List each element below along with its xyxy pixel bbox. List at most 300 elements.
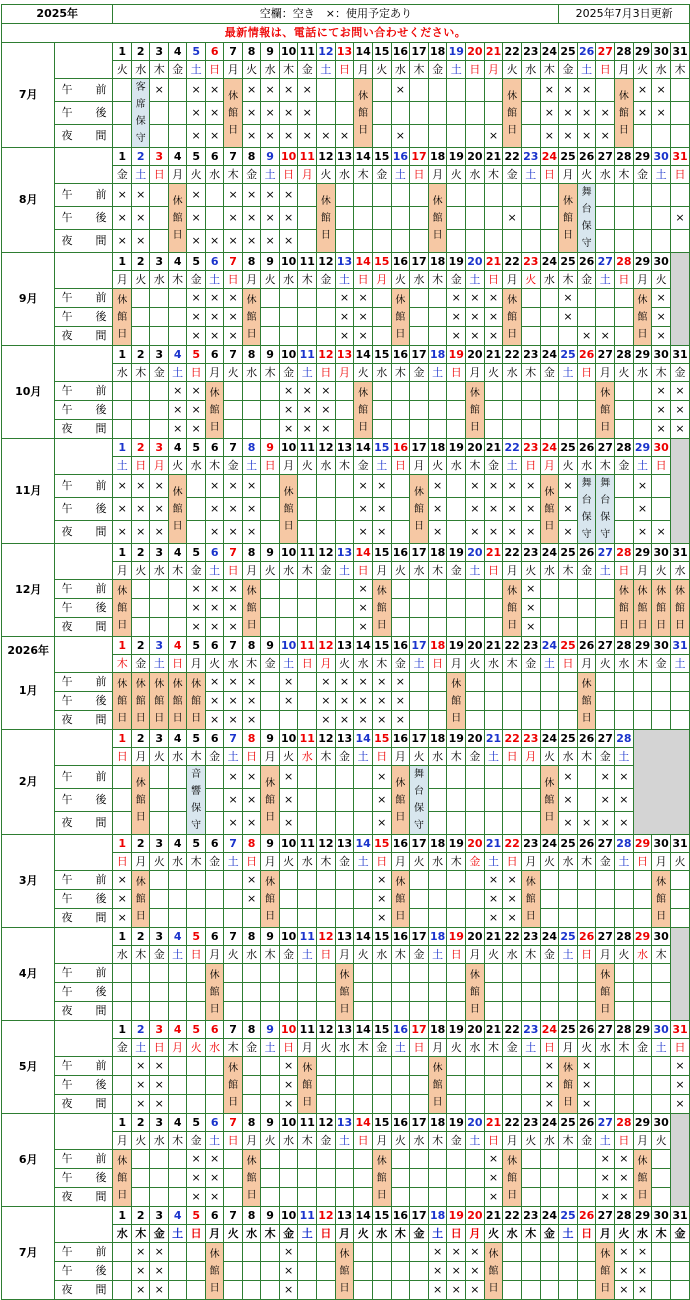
availability-cell[interactable]	[428, 79, 447, 102]
availability-cell[interactable]	[335, 230, 354, 253]
availability-cell[interactable]	[521, 79, 540, 102]
availability-cell[interactable]	[224, 890, 242, 909]
availability-cell[interactable]	[484, 207, 503, 230]
availability-cell[interactable]	[150, 1169, 168, 1188]
availability-cell[interactable]	[391, 382, 410, 401]
availability-cell[interactable]	[447, 125, 466, 148]
availability-cell[interactable]: ×	[261, 230, 279, 253]
availability-cell[interactable]	[150, 184, 168, 207]
availability-cell[interactable]	[261, 964, 279, 983]
availability-cell[interactable]: ×	[279, 184, 298, 207]
availability-cell[interactable]	[168, 983, 186, 1002]
availability-cell[interactable]	[559, 1188, 578, 1207]
availability-cell[interactable]	[372, 964, 391, 983]
availability-cell[interactable]	[242, 401, 260, 420]
availability-cell[interactable]: ×	[279, 102, 298, 125]
availability-cell[interactable]: ×	[279, 673, 298, 692]
availability-cell[interactable]	[503, 711, 522, 730]
availability-cell[interactable]: ×	[484, 909, 503, 928]
availability-cell[interactable]	[596, 308, 615, 327]
availability-cell[interactable]	[279, 1150, 298, 1169]
availability-cell[interactable]	[391, 1262, 410, 1281]
availability-cell[interactable]	[372, 382, 391, 401]
availability-cell[interactable]	[670, 125, 689, 148]
availability-cell[interactable]	[391, 1002, 410, 1021]
availability-cell[interactable]	[131, 580, 149, 599]
availability-cell[interactable]: ×	[205, 498, 223, 521]
availability-cell[interactable]	[242, 964, 260, 983]
availability-cell[interactable]	[298, 964, 317, 983]
availability-cell[interactable]	[317, 79, 336, 102]
availability-cell[interactable]	[131, 983, 149, 1002]
availability-cell[interactable]: ×	[521, 521, 540, 544]
availability-cell[interactable]	[224, 871, 242, 890]
availability-cell[interactable]: ×	[187, 184, 205, 207]
availability-cell[interactable]	[466, 890, 485, 909]
availability-cell[interactable]	[633, 420, 652, 439]
availability-cell[interactable]	[150, 599, 168, 618]
availability-cell[interactable]	[577, 1169, 596, 1188]
availability-cell[interactable]: ×	[187, 327, 205, 346]
availability-cell[interactable]: ×	[596, 327, 615, 346]
availability-cell[interactable]	[559, 673, 578, 692]
availability-cell[interactable]: ×	[242, 673, 260, 692]
availability-cell[interactable]	[261, 420, 279, 439]
availability-cell[interactable]	[224, 909, 242, 928]
availability-cell[interactable]: ×	[131, 1281, 149, 1300]
availability-cell[interactable]	[187, 909, 205, 928]
availability-cell[interactable]: ×	[596, 1188, 615, 1207]
availability-cell[interactable]	[410, 580, 429, 599]
availability-cell[interactable]: ×	[503, 498, 522, 521]
availability-cell[interactable]	[484, 401, 503, 420]
availability-cell[interactable]: ×	[633, 1243, 652, 1262]
availability-cell[interactable]: ×	[150, 475, 168, 498]
availability-cell[interactable]: ×	[150, 1262, 168, 1281]
availability-cell[interactable]	[652, 983, 671, 1002]
availability-cell[interactable]: ×	[224, 812, 242, 835]
availability-cell[interactable]: ×	[205, 521, 223, 544]
availability-cell[interactable]: ×	[279, 1281, 298, 1300]
availability-cell[interactable]	[113, 401, 131, 420]
availability-cell[interactable]	[391, 1243, 410, 1262]
availability-cell[interactable]	[670, 871, 689, 890]
availability-cell[interactable]	[447, 871, 466, 890]
availability-cell[interactable]: ×	[113, 871, 131, 890]
availability-cell[interactable]	[670, 1281, 689, 1300]
availability-cell[interactable]: ×	[150, 1243, 168, 1262]
availability-cell[interactable]	[633, 890, 652, 909]
availability-cell[interactable]	[410, 1281, 429, 1300]
availability-cell[interactable]	[317, 308, 336, 327]
availability-cell[interactable]	[261, 1150, 279, 1169]
availability-cell[interactable]	[335, 789, 354, 812]
availability-cell[interactable]	[428, 1169, 447, 1188]
availability-cell[interactable]	[521, 711, 540, 730]
availability-cell[interactable]	[540, 692, 559, 711]
availability-cell[interactable]	[615, 327, 634, 346]
availability-cell[interactable]: ×	[298, 79, 317, 102]
availability-cell[interactable]	[317, 766, 336, 789]
availability-cell[interactable]	[205, 871, 223, 890]
availability-cell[interactable]	[317, 789, 336, 812]
availability-cell[interactable]	[317, 871, 336, 890]
availability-cell[interactable]: ×	[279, 230, 298, 253]
availability-cell[interactable]: ×	[540, 125, 559, 148]
availability-cell[interactable]: ×	[521, 599, 540, 618]
availability-cell[interactable]	[559, 1281, 578, 1300]
availability-cell[interactable]: ×	[317, 125, 336, 148]
availability-cell[interactable]	[279, 580, 298, 599]
availability-cell[interactable]: ×	[279, 789, 298, 812]
availability-cell[interactable]	[447, 1150, 466, 1169]
availability-cell[interactable]: ×	[652, 289, 671, 308]
availability-cell[interactable]: ×	[205, 711, 223, 730]
availability-cell[interactable]: ×	[372, 909, 391, 928]
availability-cell[interactable]	[466, 230, 485, 253]
availability-cell[interactable]	[503, 184, 522, 207]
availability-cell[interactable]: ×	[242, 79, 260, 102]
availability-cell[interactable]	[261, 498, 279, 521]
availability-cell[interactable]	[205, 1057, 223, 1076]
availability-cell[interactable]: ×	[279, 766, 298, 789]
availability-cell[interactable]: ×	[131, 475, 149, 498]
availability-cell[interactable]	[540, 289, 559, 308]
availability-cell[interactable]: ×	[596, 125, 615, 148]
availability-cell[interactable]	[298, 1243, 317, 1262]
availability-cell[interactable]	[261, 327, 279, 346]
availability-cell[interactable]	[633, 1095, 652, 1114]
availability-cell[interactable]	[559, 382, 578, 401]
availability-cell[interactable]	[261, 580, 279, 599]
availability-cell[interactable]	[168, 1169, 186, 1188]
availability-cell[interactable]: ×	[596, 102, 615, 125]
availability-cell[interactable]	[391, 580, 410, 599]
availability-cell[interactable]: ×	[615, 1243, 634, 1262]
availability-cell[interactable]	[335, 521, 354, 544]
availability-cell[interactable]	[633, 692, 652, 711]
availability-cell[interactable]	[615, 909, 634, 928]
availability-cell[interactable]: ×	[559, 812, 578, 835]
availability-cell[interactable]: ×	[317, 692, 336, 711]
availability-cell[interactable]	[652, 1057, 671, 1076]
availability-cell[interactable]	[261, 1002, 279, 1021]
availability-cell[interactable]	[466, 1188, 485, 1207]
availability-cell[interactable]	[521, 1150, 540, 1169]
availability-cell[interactable]: ×	[559, 102, 578, 125]
availability-cell[interactable]	[559, 420, 578, 439]
availability-cell[interactable]	[410, 964, 429, 983]
availability-cell[interactable]	[577, 1150, 596, 1169]
availability-cell[interactable]	[279, 289, 298, 308]
availability-cell[interactable]: ×	[577, 327, 596, 346]
availability-cell[interactable]	[447, 420, 466, 439]
availability-cell[interactable]	[670, 673, 689, 692]
availability-cell[interactable]: ×	[242, 812, 260, 835]
availability-cell[interactable]	[317, 1281, 336, 1300]
availability-cell[interactable]: ×	[224, 618, 242, 637]
availability-cell[interactable]	[113, 1095, 131, 1114]
availability-cell[interactable]: ×	[113, 909, 131, 928]
availability-cell[interactable]	[577, 308, 596, 327]
availability-cell[interactable]	[354, 1188, 373, 1207]
availability-cell[interactable]	[224, 420, 242, 439]
availability-cell[interactable]	[224, 1262, 242, 1281]
availability-cell[interactable]	[335, 420, 354, 439]
availability-cell[interactable]	[466, 871, 485, 890]
availability-cell[interactable]	[187, 983, 205, 1002]
availability-cell[interactable]	[615, 1002, 634, 1021]
availability-cell[interactable]	[150, 382, 168, 401]
availability-cell[interactable]	[447, 184, 466, 207]
availability-cell[interactable]	[372, 1243, 391, 1262]
availability-cell[interactable]	[335, 79, 354, 102]
availability-cell[interactable]	[410, 184, 429, 207]
availability-cell[interactable]	[335, 207, 354, 230]
availability-cell[interactable]	[447, 618, 466, 637]
availability-cell[interactable]	[187, 871, 205, 890]
availability-cell[interactable]	[615, 692, 634, 711]
availability-cell[interactable]	[317, 1002, 336, 1021]
availability-cell[interactable]	[466, 909, 485, 928]
availability-cell[interactable]: ×	[354, 599, 373, 618]
availability-cell[interactable]	[484, 1095, 503, 1114]
availability-cell[interactable]: ×	[559, 498, 578, 521]
availability-cell[interactable]: ×	[205, 230, 223, 253]
availability-cell[interactable]: ×	[633, 102, 652, 125]
availability-cell[interactable]	[131, 1188, 149, 1207]
availability-cell[interactable]	[168, 909, 186, 928]
availability-cell[interactable]	[261, 673, 279, 692]
availability-cell[interactable]	[521, 420, 540, 439]
availability-cell[interactable]: ×	[187, 401, 205, 420]
availability-cell[interactable]	[224, 1188, 242, 1207]
availability-cell[interactable]	[279, 964, 298, 983]
availability-cell[interactable]	[261, 1076, 279, 1095]
availability-cell[interactable]: ×	[131, 184, 149, 207]
availability-cell[interactable]: ×	[205, 1150, 223, 1169]
availability-cell[interactable]	[372, 184, 391, 207]
availability-cell[interactable]: ×	[187, 382, 205, 401]
availability-cell[interactable]	[615, 673, 634, 692]
availability-cell[interactable]: ×	[577, 1057, 596, 1076]
availability-cell[interactable]: ×	[317, 711, 336, 730]
availability-cell[interactable]	[596, 207, 615, 230]
availability-cell[interactable]	[615, 1095, 634, 1114]
availability-cell[interactable]: ×	[279, 207, 298, 230]
availability-cell[interactable]: ×	[168, 420, 186, 439]
availability-cell[interactable]	[559, 983, 578, 1002]
availability-cell[interactable]	[670, 79, 689, 102]
availability-cell[interactable]	[484, 692, 503, 711]
availability-cell[interactable]: ×	[596, 1169, 615, 1188]
availability-cell[interactable]	[484, 580, 503, 599]
availability-cell[interactable]	[540, 308, 559, 327]
availability-cell[interactable]	[577, 871, 596, 890]
availability-cell[interactable]	[428, 890, 447, 909]
availability-cell[interactable]	[596, 890, 615, 909]
availability-cell[interactable]: ×	[596, 789, 615, 812]
availability-cell[interactable]	[484, 102, 503, 125]
availability-cell[interactable]	[354, 1057, 373, 1076]
availability-cell[interactable]: ×	[503, 521, 522, 544]
availability-cell[interactable]	[615, 983, 634, 1002]
availability-cell[interactable]: ×	[484, 125, 503, 148]
availability-cell[interactable]	[298, 1281, 317, 1300]
availability-cell[interactable]	[466, 789, 485, 812]
availability-cell[interactable]	[261, 1169, 279, 1188]
availability-cell[interactable]	[150, 1150, 168, 1169]
availability-cell[interactable]: ×	[372, 521, 391, 544]
availability-cell[interactable]	[447, 498, 466, 521]
availability-cell[interactable]	[224, 1281, 242, 1300]
availability-cell[interactable]	[113, 1281, 131, 1300]
availability-cell[interactable]	[596, 871, 615, 890]
availability-cell[interactable]	[150, 289, 168, 308]
availability-cell[interactable]: ×	[652, 521, 671, 544]
availability-cell[interactable]	[242, 382, 260, 401]
availability-cell[interactable]: ×	[466, 289, 485, 308]
availability-cell[interactable]	[261, 475, 279, 498]
availability-cell[interactable]	[521, 983, 540, 1002]
availability-cell[interactable]	[484, 79, 503, 102]
availability-cell[interactable]: ×	[354, 692, 373, 711]
availability-cell[interactable]	[615, 1076, 634, 1095]
availability-cell[interactable]	[615, 401, 634, 420]
availability-cell[interactable]	[596, 230, 615, 253]
availability-cell[interactable]	[503, 1057, 522, 1076]
availability-cell[interactable]	[298, 580, 317, 599]
availability-cell[interactable]: ×	[633, 1281, 652, 1300]
availability-cell[interactable]	[484, 673, 503, 692]
availability-cell[interactable]	[205, 789, 223, 812]
availability-cell[interactable]: ×	[484, 475, 503, 498]
availability-cell[interactable]	[540, 1262, 559, 1281]
availability-cell[interactable]	[113, 1057, 131, 1076]
availability-cell[interactable]: ×	[466, 475, 485, 498]
availability-cell[interactable]	[521, 289, 540, 308]
availability-cell[interactable]: ×	[521, 618, 540, 637]
availability-cell[interactable]	[242, 1262, 260, 1281]
availability-cell[interactable]	[298, 521, 317, 544]
availability-cell[interactable]	[317, 812, 336, 835]
availability-cell[interactable]	[372, 1095, 391, 1114]
availability-cell[interactable]: ×	[372, 673, 391, 692]
availability-cell[interactable]	[298, 230, 317, 253]
availability-cell[interactable]: ×	[335, 125, 354, 148]
availability-cell[interactable]	[205, 207, 223, 230]
availability-cell[interactable]	[503, 1002, 522, 1021]
availability-cell[interactable]	[298, 498, 317, 521]
availability-cell[interactable]	[187, 1002, 205, 1021]
availability-cell[interactable]	[447, 102, 466, 125]
availability-cell[interactable]	[168, 289, 186, 308]
availability-cell[interactable]: ×	[447, 1281, 466, 1300]
availability-cell[interactable]	[391, 1169, 410, 1188]
availability-cell[interactable]	[428, 871, 447, 890]
availability-cell[interactable]	[428, 673, 447, 692]
availability-cell[interactable]	[335, 871, 354, 890]
availability-cell[interactable]: ×	[484, 1169, 503, 1188]
availability-cell[interactable]	[540, 207, 559, 230]
availability-cell[interactable]	[354, 1076, 373, 1095]
availability-cell[interactable]	[466, 1150, 485, 1169]
availability-cell[interactable]	[540, 673, 559, 692]
availability-cell[interactable]	[279, 890, 298, 909]
availability-cell[interactable]	[187, 475, 205, 498]
availability-cell[interactable]	[410, 1002, 429, 1021]
availability-cell[interactable]: ×	[279, 1262, 298, 1281]
availability-cell[interactable]	[428, 1188, 447, 1207]
availability-cell[interactable]: ×	[205, 327, 223, 346]
availability-cell[interactable]	[596, 711, 615, 730]
availability-cell[interactable]: ×	[447, 1262, 466, 1281]
availability-cell[interactable]: ×	[242, 890, 260, 909]
availability-cell[interactable]	[521, 1095, 540, 1114]
availability-cell[interactable]	[372, 79, 391, 102]
availability-cell[interactable]: ×	[242, 498, 260, 521]
availability-cell[interactable]	[298, 1002, 317, 1021]
availability-cell[interactable]	[670, 890, 689, 909]
availability-cell[interactable]: ×	[466, 1281, 485, 1300]
availability-cell[interactable]	[559, 1002, 578, 1021]
availability-cell[interactable]	[559, 1150, 578, 1169]
availability-cell[interactable]	[615, 382, 634, 401]
availability-cell[interactable]: ×	[298, 401, 317, 420]
availability-cell[interactable]: ×	[559, 125, 578, 148]
availability-cell[interactable]	[466, 207, 485, 230]
availability-cell[interactable]	[521, 1076, 540, 1095]
availability-cell[interactable]: ×	[279, 79, 298, 102]
availability-cell[interactable]: ×	[205, 1169, 223, 1188]
availability-cell[interactable]: ×	[335, 289, 354, 308]
availability-cell[interactable]: ×	[224, 789, 242, 812]
availability-cell[interactable]	[652, 1169, 671, 1188]
availability-cell[interactable]: ×	[372, 766, 391, 789]
availability-cell[interactable]	[577, 382, 596, 401]
availability-cell[interactable]	[354, 789, 373, 812]
availability-cell[interactable]	[466, 599, 485, 618]
availability-cell[interactable]	[224, 983, 242, 1002]
availability-cell[interactable]: ×	[354, 308, 373, 327]
availability-cell[interactable]	[521, 1057, 540, 1076]
availability-cell[interactable]	[187, 1095, 205, 1114]
availability-cell[interactable]	[447, 1095, 466, 1114]
availability-cell[interactable]	[354, 1150, 373, 1169]
availability-cell[interactable]	[428, 789, 447, 812]
availability-cell[interactable]	[335, 382, 354, 401]
availability-cell[interactable]: ×	[317, 401, 336, 420]
availability-cell[interactable]: ×	[652, 102, 671, 125]
availability-cell[interactable]	[335, 890, 354, 909]
availability-cell[interactable]	[354, 909, 373, 928]
availability-cell[interactable]: ×	[150, 1076, 168, 1095]
availability-cell[interactable]	[298, 618, 317, 637]
availability-cell[interactable]: ×	[242, 789, 260, 812]
availability-cell[interactable]	[447, 580, 466, 599]
availability-cell[interactable]	[113, 766, 131, 789]
availability-cell[interactable]: ×	[670, 1076, 689, 1095]
availability-cell[interactable]	[242, 1095, 260, 1114]
availability-cell[interactable]: ×	[559, 475, 578, 498]
availability-cell[interactable]: ×	[447, 308, 466, 327]
availability-cell[interactable]	[559, 327, 578, 346]
availability-cell[interactable]	[410, 401, 429, 420]
availability-cell[interactable]	[596, 289, 615, 308]
availability-cell[interactable]	[540, 1002, 559, 1021]
availability-cell[interactable]: ×	[113, 498, 131, 521]
availability-cell[interactable]	[410, 1076, 429, 1095]
